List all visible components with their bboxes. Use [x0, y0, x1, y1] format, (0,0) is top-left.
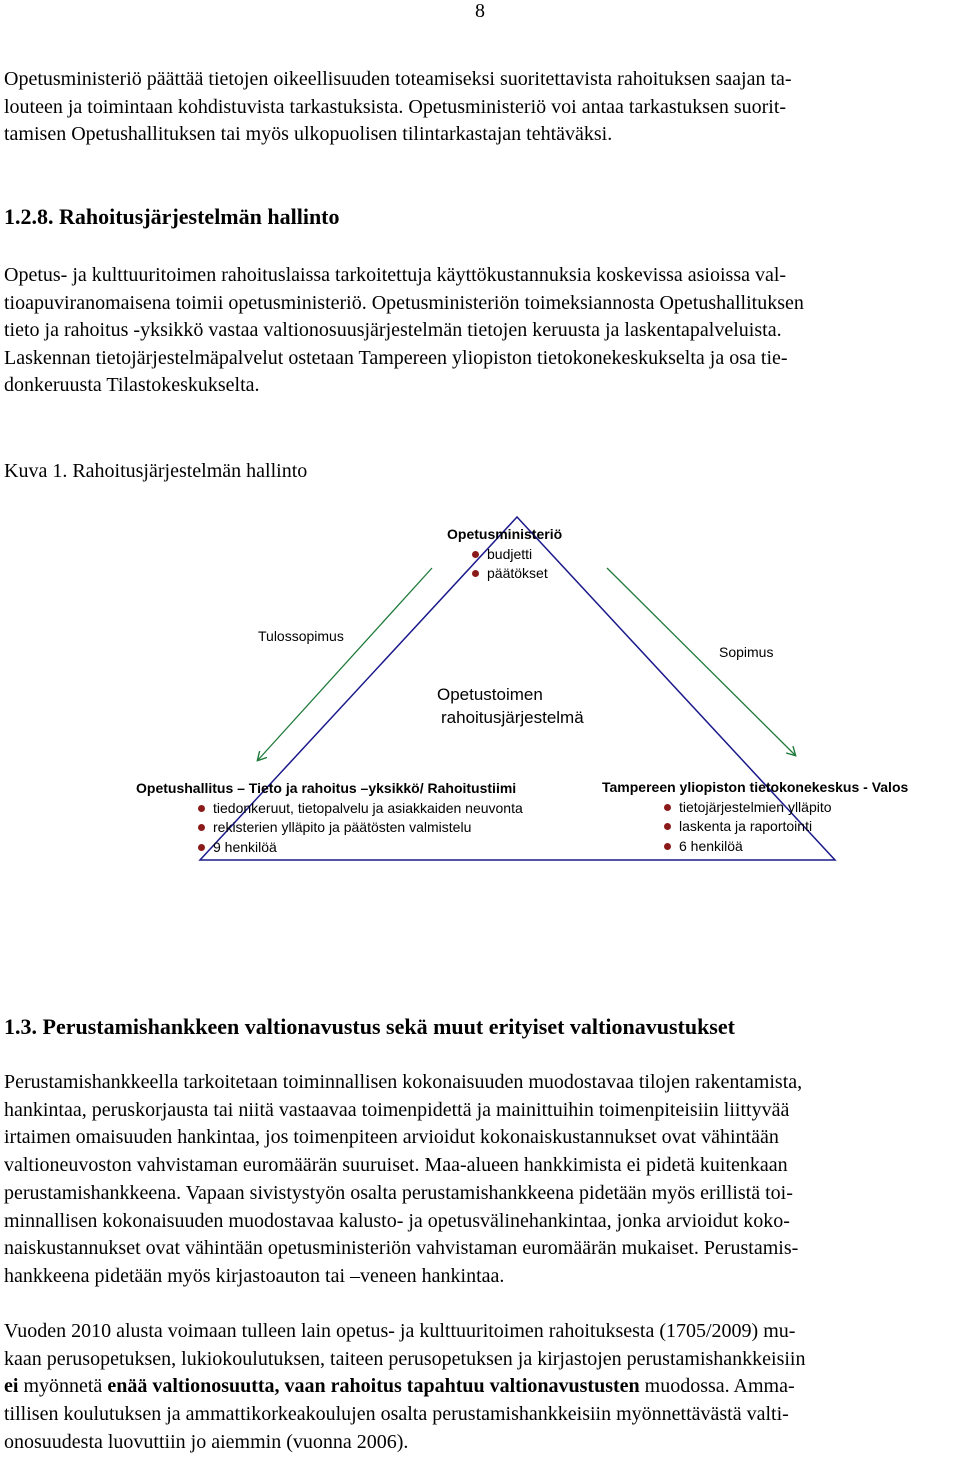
- center-label: [437, 683, 584, 729]
- list-item: [602, 817, 908, 837]
- emphasis-text: ei: [4, 1375, 19, 1398]
- section-heading-128: 1.2.8. Rahoitusjärjestelmän hallinto: [4, 204, 340, 229]
- left-edge-label: Tulossopimus: [258, 628, 344, 644]
- bullet-text: 9 henkilöä: [213, 838, 277, 855]
- list-item: [136, 838, 523, 858]
- left-node-title: Opetushallitus – Tieto ja rahoitus –yksikkö/ Rahoitustiimi: [136, 780, 517, 796]
- right-node-title: Tampereen yliopiston tietokonekeskus - Valos: [602, 779, 909, 795]
- list-item: [136, 799, 523, 819]
- figure-caption: Kuva 1. Rahoitusjärjestelmän hallinto: [4, 460, 308, 482]
- text-segment: muodossa. Amma-: [639, 1375, 795, 1398]
- text-line: Perustamishankkeella tarkoitetaan toiminnallisen kokonaisuuden muodostavaa tilojen rakentamista,: [4, 1071, 803, 1093]
- top-node: [447, 525, 562, 584]
- section-128-paragraph: [4, 262, 956, 400]
- bullet-icon: [664, 843, 671, 850]
- bullet-icon: [198, 805, 205, 812]
- text-line: Opetusministeriö päättää tietojen oikeellisuuden toteamiseksi suoritettavista rahoituksen saajan ta-: [4, 68, 792, 90]
- bullet-text: rekisterien ylläpito ja päätösten valmistelu: [213, 819, 472, 835]
- bullet-text: tietojärjestelmien ylläpito: [679, 798, 832, 815]
- text-line: naiskustannukset ovat vähintään opetusministeriön vahvistaman euromäärän mukaiset. Perustamis-: [4, 1237, 799, 1260]
- right-edge-label: Sopimus: [719, 644, 774, 660]
- bullet-icon: [198, 824, 205, 831]
- section-13-paragraph-1: [4, 1069, 956, 1291]
- center-label-line: Opetustoimen: [437, 685, 543, 704]
- bullet-icon: [664, 823, 671, 830]
- text-line: Laskennan tietojärjestelmäpalvelut ostetaan Tampereen yliopiston tietokonekeskukselta ja osa tie-: [4, 346, 788, 369]
- intro-paragraph: [4, 66, 956, 149]
- text-line: tieto ja rahoitus -yksikkö vastaa valtionosuusjärjestelmän tietojen keruusta ja laskentapalveluista.: [4, 319, 782, 341]
- section-13-paragraph-2: [4, 1318, 956, 1457]
- center-label-line: rahoitusjärjestelmä: [441, 708, 584, 727]
- bullet-icon: [198, 844, 205, 851]
- list-item: [136, 818, 523, 838]
- text-line: tillisen koulutuksen ja ammattikorkeakoulujen osalta perustamishankkeisiin myönnettävästä valti-: [4, 1403, 789, 1426]
- text-line: tioapuviranomaisena toimii opetusministeriö. Opetusministeriön toimeksiannosta Opetushallituksen: [4, 291, 804, 314]
- governance-diagram: [0, 505, 960, 900]
- list-item: [602, 837, 908, 857]
- section-heading-13: 1.3. Perustamishankkeen valtionavustus sekä muut erityiset valtionavustukset: [4, 1014, 735, 1039]
- bullet-text: 6 henkilöä: [679, 837, 743, 854]
- top-node-title: Opetusministeriö: [447, 526, 563, 542]
- text-line: valtioneuvoston vahvistaman euromäärän suuruiset. Maa-alueen hankkimista ei pidetä kuitenkaan: [4, 1154, 788, 1177]
- text-line: minnallisen kokonaisuuden muodostavaa kalusto- ja opetusvälinehankintaa, jonka arvioidut koko-: [4, 1209, 790, 1232]
- bullet-icon: [472, 551, 479, 558]
- text-line: louteen ja toimintaan kohdistuvista tarkastuksista. Opetusministeriö voi antaa tarkastuksen suorit-: [4, 95, 787, 118]
- bullet-icon: [472, 570, 479, 577]
- text-line: Vuoden 2010 alusta voimaan tulleen lain opetus- ja kulttuuritoimen rahoituksesta (1705/2009) mu-: [4, 1320, 796, 1342]
- text-segment: myönnetä: [18, 1375, 108, 1398]
- text-line: hankintaa, peruskorjausta tai niitä vastaavaa toimenpidettä ja mainittuihin toimenpiteisiin liittyvää: [4, 1098, 790, 1121]
- bullet-text: päätökset: [487, 565, 548, 581]
- left-node: [136, 779, 523, 857]
- text-line: onosuudesta luovuttiin jo aiemmin (vuonna 2006).: [4, 1430, 409, 1453]
- right-node: [602, 778, 908, 856]
- text-line: kaan perusopetuksen, lukiokoulutuksen, taiteen perusopetuksen ja kirjastojen perustamishankkeisiin: [4, 1347, 806, 1370]
- list-item: [447, 564, 562, 584]
- text-line: tamisen Opetushallituksen tai myös ulkopuolisen tilintarkastajan tehtäväksi.: [4, 123, 613, 145]
- list-item: [602, 798, 908, 818]
- text-line: Opetus- ja kulttuuritoimen rahoituslaissa tarkoitettuja käyttökustannuksia koskevissa asioissa val-: [4, 264, 787, 286]
- page-number: 8: [475, 0, 485, 22]
- text-line: hankkeena pidetään myös kirjastoauton tai –veneen hankintaa.: [4, 1264, 505, 1287]
- bullet-icon: [664, 804, 671, 811]
- left-arrow: [258, 568, 432, 760]
- text-line-mixed: [4, 1373, 956, 1401]
- emphasis-text: enää valtionosuutta, vaan rahoitus tapahtuu valtionavustusten: [107, 1375, 640, 1398]
- text-line: irtaimen omaisuuden hankintaa, jos toimenpiteen arvioidut kokonaiskustannukset ovat vähintään: [4, 1126, 779, 1149]
- bullet-text: budjetti: [487, 545, 533, 562]
- bullet-text: tiedonkeruut, tietopalvelu ja asiakkaiden neuvonta: [213, 799, 523, 816]
- text-line: donkeruusta Tilastokeskukselta.: [4, 374, 260, 396]
- text-line: perustamishankkeena. Vapaan sivistystyön osalta perustamishankkeena pidetään myös erillistä toi-: [4, 1181, 793, 1204]
- bullet-text: laskenta ja raportointi: [679, 818, 813, 834]
- list-item: [447, 545, 562, 565]
